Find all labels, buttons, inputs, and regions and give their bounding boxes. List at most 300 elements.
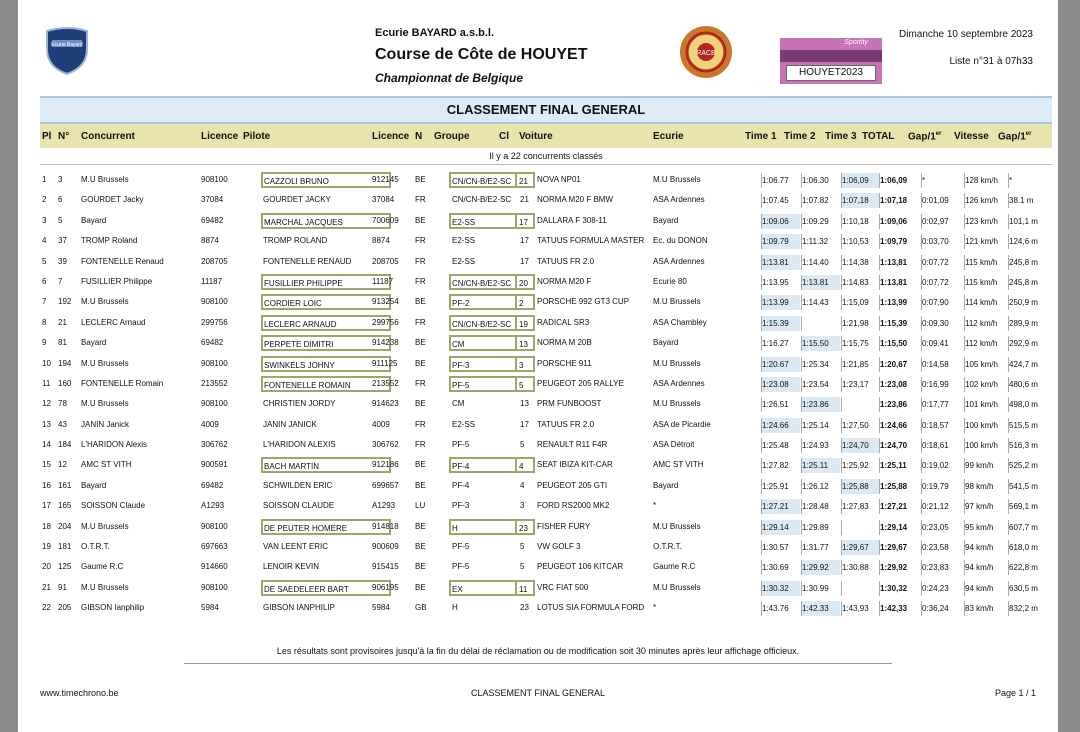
cell-ecurie: M.U Brussels (653, 582, 701, 592)
cell-pl: 17 (42, 501, 51, 511)
cell-time3: 1:15,09 (841, 295, 880, 310)
cell-pilote: SCHWILDEN ERIC (263, 480, 333, 490)
cell-pilote: SWINKELS JOHNY (261, 356, 391, 372)
col-total: TOTAL (862, 131, 895, 142)
cell-pilote: SOISSON CLAUDE (263, 501, 335, 511)
cell-gap2: 622,8 m (1008, 560, 1053, 575)
cell-vitesse: 99 km/h (964, 458, 1005, 473)
cell-gap2: 424,7 m (1008, 357, 1053, 372)
cell-num: 91 (58, 582, 67, 592)
table-row (40, 355, 1052, 375)
cell-pilote: CORDIER LOIC (261, 294, 391, 310)
table-row (40, 497, 1052, 517)
cell-licence: 69482 (201, 338, 224, 348)
cell-ecurie: Bayard (653, 215, 679, 225)
cell-vitesse: 121 km/h (964, 234, 1005, 249)
cell-num: 192 (58, 297, 72, 307)
cell-gap: 0:01,09 (921, 193, 962, 208)
table-header (40, 124, 1052, 148)
cell-licence: 908100 (201, 358, 228, 368)
cell-gap2: 630,5 m (1008, 581, 1053, 596)
cell-num: 78 (58, 399, 67, 409)
cell-total: 1:29,14 (879, 520, 907, 535)
cell-gap: 0:23,83 (921, 560, 962, 575)
cell-groupe: PF-4 (452, 480, 470, 490)
cell-pl: 5 (42, 256, 47, 266)
cell-licence2: 913254 (372, 297, 399, 307)
cell-cl: 4 (520, 480, 525, 490)
table-row (40, 599, 1052, 619)
cell-concurrent: Bayard (81, 480, 107, 490)
cell-concurrent: M.U Brussels (81, 175, 129, 184)
col-gap1: Gap/1er (908, 131, 942, 143)
cell-licence: 213552 (201, 378, 228, 388)
cell-licence: 908100 (201, 297, 228, 307)
cell-gap2: 289,9 m (1008, 316, 1053, 331)
table-row (40, 314, 1052, 334)
cell-voiture: LOTUS SIA FORMULA FORD (537, 603, 645, 613)
cell-licence2: 699657 (372, 480, 399, 490)
cell-groupe: EX (449, 580, 517, 596)
cell-time1: 1:09.06 (761, 214, 800, 229)
cell-concurrent: Bayard (81, 338, 107, 348)
footer-page: Page 1 / 1 (994, 688, 1036, 698)
cell-nat: FR (415, 276, 426, 286)
cell-time2: 1:25.14 (801, 418, 840, 433)
cell-time1: 1:27.82 (761, 458, 800, 473)
cell-licence: 208705 (201, 256, 228, 266)
ecurie-bayard-logo (44, 27, 90, 75)
table-row (40, 538, 1052, 558)
table-row (40, 253, 1052, 273)
cell-num: 161 (58, 480, 72, 490)
cell-time1: 1:24.66 (761, 418, 800, 433)
cell-pl: 7 (42, 297, 47, 307)
cell-time2: 1:11.32 (801, 234, 840, 249)
cell-time1: 1:25.48 (761, 438, 800, 453)
cell-ecurie: O.T.R.T. (653, 542, 682, 552)
cell-gap2: 515,5 m (1008, 418, 1053, 433)
cell-groupe: CN/CN-B/E2-SC (449, 172, 517, 188)
cell-time1: 1:13.95 (761, 275, 800, 290)
table-row (40, 395, 1052, 415)
cell-total: 1:07,18 (879, 193, 907, 208)
cell-gap2: 250,9 m (1008, 295, 1053, 310)
cell-ecurie: M.U Brussels (653, 297, 701, 307)
footer-title: CLASSEMENT FINAL GENERAL (470, 688, 606, 698)
cell-num: 12 (58, 460, 67, 470)
cell-groupe: PF-2 (449, 294, 517, 310)
cell-concurrent: JANIN Janick (81, 419, 130, 429)
cell-time1: 1:25.91 (761, 479, 800, 494)
cell-gap2: 480,6 m (1008, 377, 1053, 392)
cell-time1: 1:27.21 (761, 499, 800, 514)
table-row (40, 273, 1052, 293)
cell-time2: 1:23.54 (801, 377, 840, 392)
cell-nat: BE (415, 399, 426, 409)
cell-vitesse: 114 km/h (964, 295, 1005, 310)
cell-gap: 0:07,72 (921, 255, 962, 270)
cell-ecurie: ASA Détroit (653, 440, 695, 450)
cell-pl: 21 (42, 582, 51, 592)
cell-num: 6 (58, 195, 63, 205)
cell-groupe: H (449, 519, 517, 535)
cell-total: 1:13,99 (879, 295, 907, 310)
cell-concurrent: AMC ST VITH (81, 460, 132, 470)
cell-gap2: 101,1 m (1008, 214, 1053, 229)
cell-time1: 1:13.99 (761, 295, 800, 310)
cell-cl: 20 (515, 274, 535, 290)
cell-time1: 1:06.77 (761, 173, 800, 188)
cell-num: 181 (58, 542, 72, 552)
cell-time1: 1:16.27 (761, 336, 800, 351)
cell-cl: 17 (520, 236, 529, 246)
cell-nat: FR (415, 378, 426, 388)
cell-ecurie: * (653, 603, 657, 613)
table-row (40, 558, 1052, 578)
club-name: Ecurie BAYARD a.s.b.l. (375, 27, 495, 39)
cell-licence2: 8874 (372, 236, 390, 246)
cell-num: 21 (58, 317, 67, 327)
cell-licence: 908100 (201, 582, 228, 592)
cell-licence: 11187 (201, 276, 223, 286)
table-row (40, 456, 1052, 476)
cell-ecurie: Ec. du DONON (653, 236, 708, 246)
col-groupe: Groupe (434, 131, 470, 142)
cell-vitesse: 102 km/h (964, 377, 1005, 392)
cell-groupe: CN/CN-B/E2-SC (452, 195, 512, 205)
cell-concurrent: SOISSON Claude (81, 501, 146, 511)
cell-total: 1:09,06 (879, 214, 907, 229)
cell-pl: 16 (42, 480, 51, 490)
cell-gap: * (921, 173, 962, 188)
cell-time2: 1:09.29 (801, 214, 840, 229)
cell-total: 1:15,50 (879, 336, 907, 351)
cell-concurrent: M.U Brussels (81, 399, 129, 409)
cell-pl: 8 (42, 317, 47, 327)
competitor-count: Il y a 22 concurrents classés (40, 148, 1052, 165)
cell-pilote: CHRISTIEN JORDY (263, 399, 336, 409)
cell-pilote: LENOIR KEVIN (263, 562, 320, 572)
cell-time3: 1:24,70 (841, 438, 880, 453)
table-row (40, 375, 1052, 395)
cell-time2: 1:31.77 (801, 540, 840, 555)
cell-time1: 1:20.67 (761, 357, 800, 372)
cell-gap2: 618,0 m (1008, 540, 1053, 555)
col-ecurie: Ecurie (653, 131, 684, 142)
cell-gap: 0:36,24 (921, 601, 962, 616)
cell-pilote: GOURDET JACKY (263, 195, 331, 205)
cell-total: 1:27,21 (879, 499, 907, 514)
cell-num: 160 (58, 378, 72, 388)
cell-vitesse: 95 km/h (964, 520, 1005, 535)
col-gap2: Gap/1er (998, 131, 1032, 143)
cell-pl: 4 (42, 236, 47, 246)
cell-vitesse: 126 km/h (964, 193, 1005, 208)
cell-cl: 23 (515, 519, 535, 535)
cell-gap: 0:23,05 (921, 520, 962, 535)
cell-licence: 299756 (201, 317, 228, 327)
cell-cl: 23 (520, 603, 529, 613)
cell-cl: 5 (520, 562, 525, 572)
cell-gap2: 124,6 m (1008, 234, 1053, 249)
cell-pilote: GIBSON IANPHILIP (263, 603, 336, 613)
cell-nat: BE (415, 542, 426, 552)
cell-nat: LU (415, 501, 426, 511)
cell-total: 1:09,79 (879, 234, 907, 249)
cell-concurrent: Gaume R.C (81, 562, 124, 572)
cell-gap2: 245,8 m (1008, 255, 1053, 270)
cell-vitesse: 94 km/h (964, 560, 1005, 575)
cell-nat: FR (415, 419, 426, 429)
cell-gap2: * (1008, 173, 1053, 188)
cell-pilote: FONTENELLE RENAUD (263, 256, 352, 266)
cell-cl: 5 (520, 440, 525, 450)
cell-ecurie: ASA Ardennes (653, 256, 705, 266)
cell-gap2: 38.1 m (1008, 193, 1053, 208)
cell-pilote: PERPETE DIMITRI (261, 335, 391, 351)
cell-voiture: RADICAL SR3 (537, 317, 590, 327)
cell-time3: 1:15,75 (841, 336, 880, 351)
cell-groupe: CM (452, 399, 465, 409)
cell-licence: 69482 (201, 480, 224, 490)
cell-time1: 1:23.08 (761, 377, 800, 392)
cell-time2: 1:26.12 (801, 479, 840, 494)
cell-voiture: PORSCHE 992 GT3 CUP (537, 297, 630, 307)
cell-ecurie: ASA Chambley (653, 317, 707, 327)
cell-licence2: 914818 (372, 521, 399, 531)
col-voiture: Voiture (519, 131, 553, 142)
cell-licence2: 306762 (372, 440, 399, 450)
cell-time3: 1:21,98 (841, 316, 880, 331)
cell-time2: 1:30.99 (801, 581, 840, 596)
cell-gap2: 607,7 m (1008, 520, 1053, 535)
cell-ecurie: M.U Brussels (653, 358, 701, 368)
cell-time1: 1:30.69 (761, 560, 800, 575)
cell-pilote: L'HARIDON ALEXIS (263, 440, 336, 450)
cell-num: 3 (58, 175, 63, 184)
cell-pilote: DE PEUTER HOMERE (261, 519, 391, 535)
cell-vitesse: 112 km/h (964, 336, 1005, 351)
cell-groupe: PF-4 (449, 457, 517, 473)
cell-vitesse: 94 km/h (964, 540, 1005, 555)
race-title: Course de Côte de HOUYET (375, 46, 588, 63)
cell-gap: 0:24,23 (921, 581, 962, 596)
cell-total: 1:24,66 (879, 418, 907, 433)
cell-cl: 17 (515, 213, 535, 229)
cell-gap2: 832,2 m (1008, 601, 1053, 616)
cell-num: 37 (58, 236, 67, 246)
cell-nat: BE (415, 175, 426, 184)
cell-total: 1:15,39 (879, 316, 907, 331)
cell-cl: 4 (515, 457, 535, 473)
cell-voiture: PRM FUNBOOST (537, 399, 602, 409)
table-title: CLASSEMENT FINAL GENERAL (40, 96, 1052, 124)
cell-nat: BE (415, 562, 426, 572)
cell-time3 (841, 581, 880, 596)
col-time1: Time 1 (745, 131, 777, 142)
cell-voiture: SEAT IBIZA KIT-CAR (537, 460, 613, 470)
cell-vitesse: 115 km/h (964, 275, 1005, 290)
cell-vitesse: 83 km/h (964, 601, 1005, 616)
cell-concurrent: GIBSON Ianphilip (81, 603, 145, 613)
cell-time3: 1:25,88 (841, 479, 880, 494)
cell-concurrent: LECLERC Arnaud (81, 317, 146, 327)
cell-gap: 0:18,61 (921, 438, 962, 453)
cell-time2: 1:14.43 (801, 295, 840, 310)
table-row (40, 416, 1052, 436)
cell-groupe: PF-3 (449, 356, 517, 372)
cell-cl: 2 (515, 294, 535, 310)
list-number: Liste n°31 à 07h33 (949, 56, 1033, 67)
cell-ecurie: Ecurie 80 (653, 276, 687, 286)
cell-total: 1:23,86 (879, 397, 907, 412)
cell-gap2: 516,3 m (1008, 438, 1053, 453)
cell-time3: 1:14,83 (841, 275, 880, 290)
table-row (40, 212, 1052, 232)
cell-groupe: E2-SS (449, 213, 517, 229)
cell-time2: 1:28.48 (801, 499, 840, 514)
cell-licence2: 912186 (372, 460, 399, 470)
cell-time2: 1:13.81 (801, 275, 840, 290)
cell-gap: 0:07,72 (921, 275, 962, 290)
table-row (40, 171, 1052, 191)
cell-nat: FR (415, 256, 426, 266)
cell-voiture: NORMA M20 F (537, 276, 592, 286)
promo-label: HOUYET2023 (786, 65, 876, 81)
col-concurrent: Concurrent (81, 131, 135, 142)
cell-time1: 1:30.32 (761, 581, 800, 596)
cell-groupe: E2-SS (452, 419, 476, 429)
cell-time3 (841, 397, 880, 412)
cell-gap: 0:03,70 (921, 234, 962, 249)
cell-nat: FR (415, 440, 426, 450)
cell-licence: 306762 (201, 440, 228, 450)
cell-pl: 11 (42, 378, 51, 388)
cell-ecurie: M.U Brussels (653, 399, 701, 409)
cell-total: 1:42,33 (879, 601, 907, 616)
cell-licence: 4009 (201, 419, 219, 429)
cell-time3: 1:43,93 (841, 601, 880, 616)
cell-num: 7 (58, 276, 63, 286)
cell-licence: 908100 (201, 175, 228, 184)
cell-vitesse: 94 km/h (964, 581, 1005, 596)
cell-voiture: VRC FIAT 500 (537, 582, 589, 592)
cell-total: 1:13,81 (879, 275, 907, 290)
cell-concurrent: O.T.R.T. (81, 542, 110, 552)
cell-total: 1:25,11 (879, 458, 907, 473)
cell-voiture: FORD RS2000 MK2 (537, 501, 610, 511)
table-row (40, 293, 1052, 313)
cell-voiture: TATUUS FR 2.0 (537, 256, 595, 266)
cell-licence: 908100 (201, 399, 228, 409)
cell-time1: 1:13.81 (761, 255, 800, 270)
cell-time1: 1:29.14 (761, 520, 800, 535)
cell-pilote: CAZZOLI BRUNO (261, 172, 391, 188)
cell-voiture: VW GOLF 3 (537, 542, 581, 552)
cell-voiture: NOVA NP01 (537, 175, 581, 184)
cell-licence2: 915415 (372, 562, 399, 572)
cell-voiture: PEUGEOT 106 KITCAR (537, 562, 624, 572)
cell-time3 (841, 520, 880, 535)
cell-gap: 0:14,58 (921, 357, 962, 372)
cell-concurrent: FONTENELLE Romain (81, 378, 164, 388)
cell-concurrent: Bayard (81, 215, 107, 225)
svg-text:RACB: RACB (696, 50, 716, 57)
cell-groupe: PF-5 (452, 440, 470, 450)
cell-time1: 1:30.57 (761, 540, 800, 555)
table-row (40, 334, 1052, 354)
cell-time2: 1:23.86 (801, 397, 840, 412)
championship: Championnat de Belgique (375, 71, 524, 85)
table-row (40, 477, 1052, 497)
cell-vitesse: 100 km/h (964, 438, 1005, 453)
col-pl: Pl (42, 131, 52, 142)
footer-website: www.timechrono.be (40, 688, 119, 698)
cell-nat: BE (415, 460, 426, 470)
cell-vitesse: 97 km/h (964, 499, 1005, 514)
provisional-note: Les résultats sont provisoires jusqu'à la fin du délai de réclamation ou de modification soit 30 minutes après leur affichage officieux. (276, 646, 800, 656)
cell-time3: 1:30,88 (841, 560, 880, 575)
cell-num: 5 (58, 215, 63, 225)
cell-concurrent: FUSILLIER Philippe (81, 276, 153, 286)
cell-vitesse: 105 km/h (964, 357, 1005, 372)
cell-time2: 1:24.93 (801, 438, 840, 453)
cell-pl: 12 (42, 399, 51, 409)
col-time3: Time 3 (825, 131, 857, 142)
cell-voiture: TATUUS FR 2.0 (537, 419, 595, 429)
cell-pilote: MARCHAL JACQUES (261, 213, 391, 229)
cell-cl: 5 (515, 376, 535, 392)
cell-licence2: 208705 (372, 256, 399, 266)
cell-gap: 0:19,02 (921, 458, 962, 473)
cell-voiture: PEUGEOT 205 RALLYE (537, 378, 624, 388)
cell-nat: FR (415, 236, 426, 246)
col-licence: Licence (201, 131, 239, 142)
promo-brand: Sportity (844, 39, 868, 46)
cell-cl: 13 (520, 399, 529, 409)
cell-pilote: TROMP ROLAND (263, 236, 328, 246)
cell-gap2: 498,0 m (1008, 397, 1053, 412)
cell-num: 81 (58, 338, 67, 348)
cell-time3: 1:14,38 (841, 255, 880, 270)
cell-pilote: VAN LEENT ERIC (263, 542, 329, 552)
cell-ecurie: ASA Ardennes (653, 195, 705, 205)
cell-pilote: DE SAEDELEER BART (261, 580, 391, 596)
cell-groupe: PF-3 (452, 501, 470, 511)
cell-groupe: E2-SS (452, 256, 476, 266)
cell-ecurie: ASA de Picardie (653, 419, 711, 429)
cell-licence2: 213552 (372, 378, 399, 388)
cell-time1: 1:09.79 (761, 234, 800, 249)
cell-gap2: 245,8 m (1008, 275, 1053, 290)
cell-groupe: H (452, 603, 458, 613)
table-row (40, 518, 1052, 538)
cell-concurrent: TROMP Roland (81, 236, 138, 246)
cell-time2: 1:14.40 (801, 255, 840, 270)
cell-gap: 0:09,30 (921, 316, 962, 331)
cell-ecurie: M.U Brussels (653, 175, 701, 184)
event-date: Dimanche 10 septembre 2023 (899, 29, 1033, 40)
cell-time2: 1:29.89 (801, 520, 840, 535)
cell-groupe: E2-SS (452, 236, 476, 246)
cell-time3: 1:10,53 (841, 234, 880, 249)
cell-time2: 1:06.30 (801, 173, 840, 188)
cell-ecurie: Gaume R.C (653, 562, 696, 572)
cell-nat: BE (415, 358, 426, 368)
col-vitesse: Vitesse (954, 131, 989, 142)
cell-licence: 900591 (201, 460, 228, 470)
